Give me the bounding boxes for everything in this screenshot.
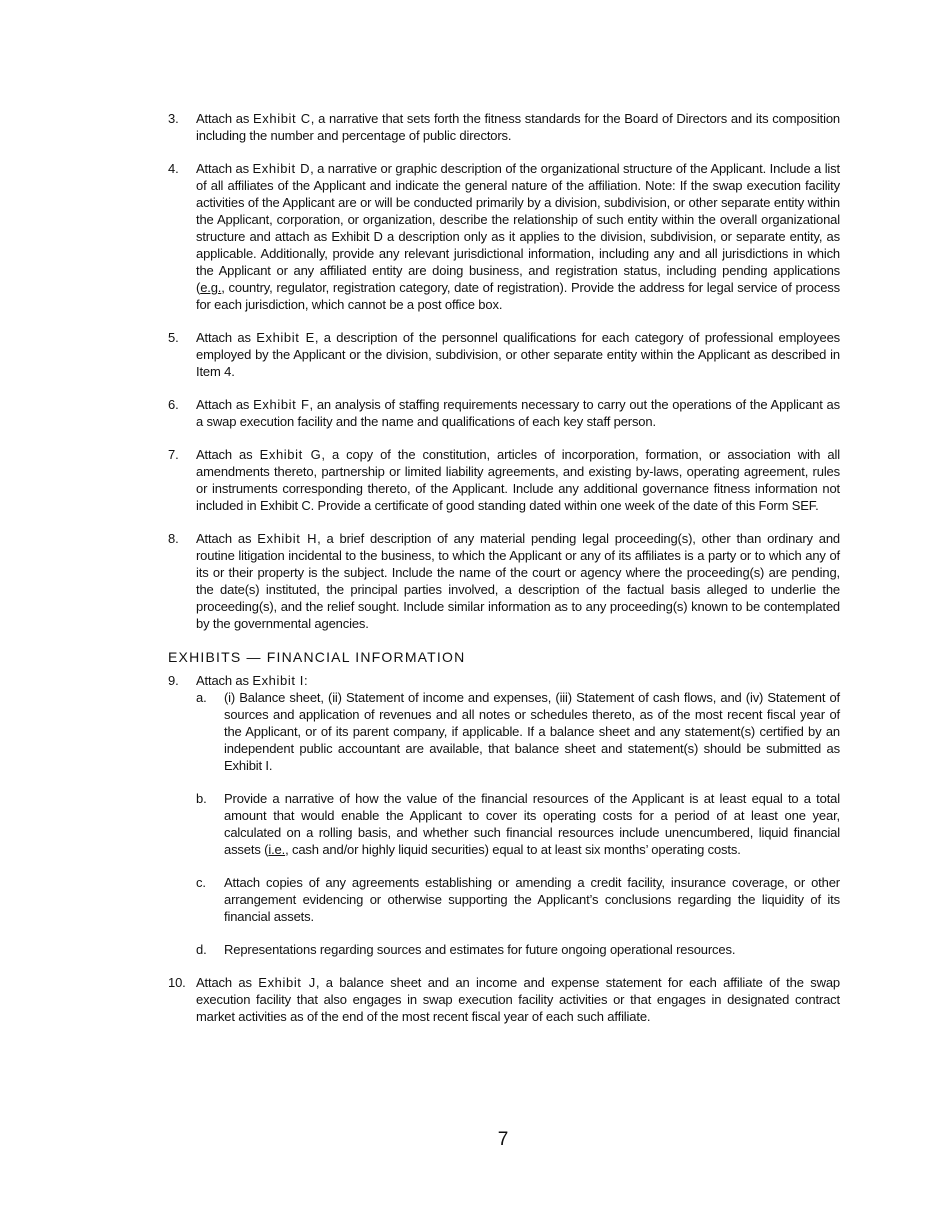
subitem-body-cont: , cash and/or highly liquid securities) equal to at least six months’ operating costs.	[285, 842, 741, 857]
item-text	[196, 530, 840, 632]
item-text	[196, 160, 840, 313]
item-6	[168, 396, 840, 430]
item-text	[196, 446, 840, 514]
subitem-text	[224, 790, 840, 858]
item-5	[168, 329, 840, 380]
exhibit-label: Exhibit F	[253, 397, 310, 412]
item-number: 3.	[168, 111, 179, 126]
item-text	[196, 396, 840, 430]
item-number: 8.	[168, 531, 179, 546]
item-9	[168, 672, 840, 689]
item-lead: Attach as	[196, 975, 259, 990]
item-text	[196, 672, 840, 689]
item-body: :	[303, 673, 308, 688]
item-body: , a narrative that sets forth the fitness standards for the Board of Directors and its composition including the number and percentage of public directors.	[196, 111, 841, 143]
subitem-label: c.	[196, 875, 206, 890]
exhibit-label: Exhibit E	[256, 330, 315, 345]
subitem-text: Representations regarding sources and estimates for future ongoing operational resources.	[224, 942, 736, 957]
item-body: , a description of the personnel qualifications for each category of professional employees employed by the Applicant or the division, subdivision, or other separate entity within the Applicant as described in Item 4.	[196, 330, 841, 379]
item-body: , a narrative or graphic description of the organizational structure of the Applicant. Include a list of all affiliates of the Applicant and indicate the general nature of the affiliation. Note: If the swap execution facility activities of the Applicant are or will be conducted primarily by a division, subdivision, or other separate entity within the Applicant, corporation, or organization, describe the relationship of such entity within the overall organizational structure and attach as Exhibit D a description only as it applies to the division, subdivision, or separate entity, as applicable. Additionally, provide any relevant jurisdictional information, including any and all jurisdictions in which the Applicant or any affiliated entity are doing business, and registration status, including pending applications (	[196, 161, 840, 295]
item-lead: Attach as	[196, 330, 257, 345]
item-lead: Attach as	[196, 673, 253, 688]
item-4	[168, 160, 840, 313]
item-text	[196, 329, 840, 380]
exhibit-label: Exhibit J	[258, 975, 316, 990]
item-body-cont: , country, regulator, registration category, date of registration). Provide the address for legal service of process for each jurisdiction, which cannot be a post office box.	[196, 280, 840, 312]
subitem-c	[196, 874, 840, 925]
item-body: , a brief description of any material pending legal proceeding(s), other than ordinary and routine litigation incidental to the business, to which the Applicant or any of its affiliates is a party or to which any of its or their property is the subject. Include the name of the court or agency where the proceeding(s) are pending, the date(s) instituted, the principal parties involved, a description of the factual basis alleged to underlie the proceeding(s), and the relief sought. Include similar information as to any proceeding(s) known to be contemplated by the governmental agencies.	[196, 531, 841, 631]
section-heading: EXHIBITS — FINANCIAL INFORMATION	[168, 649, 466, 665]
item-8	[168, 530, 840, 632]
subitem-label: a.	[196, 690, 207, 705]
item-number: 10.	[168, 975, 186, 990]
subitem-d	[196, 941, 840, 958]
item-text	[196, 110, 840, 144]
eg-abbrev: e.g.	[200, 280, 222, 295]
item-lead: Attach as	[196, 447, 260, 462]
item-10	[168, 974, 840, 1025]
item-number: 6.	[168, 397, 179, 412]
item-number: 7.	[168, 447, 179, 462]
item-number: 4.	[168, 161, 179, 176]
document-page	[168, 110, 840, 1041]
item-9-subitems	[196, 689, 840, 958]
item-7	[168, 446, 840, 514]
subitem-b	[196, 790, 840, 858]
subitem-body: Provide a narrative of how the value of the financial resources of the Applicant is at least equal to a total amount that would enable the Applicant to cover its operating costs for a period of at least one year, calculated on a rolling basis, and whether such financial resources include unencumbered, liquid financial assets (	[224, 791, 840, 857]
exhibit-label: Exhibit I	[252, 673, 304, 688]
item-lead: Attach as	[196, 397, 254, 412]
subitem-label: d.	[196, 942, 207, 957]
subitem-text: (i) Balance sheet, (ii) Statement of income and expenses, (iii) Statement of cash flows, and (iv) Statement of sources and application of revenues and all notes or schedules thereto, as of the most recent fiscal year of the Applicant, or of its parent company, if applicable. If a balance sheet and any statement(s) certified by an independent public accountant are available, that balance sheet and statement(s) should be submitted as Exhibit I.	[224, 690, 840, 773]
exhibit-label: Exhibit D	[252, 161, 311, 176]
item-number: 5.	[168, 330, 179, 345]
ie-abbrev: i.e.	[268, 842, 286, 857]
exhibit-label: Exhibit G	[259, 447, 322, 462]
item-lead: Attach as	[196, 161, 253, 176]
page-number: 7	[497, 1129, 509, 1150]
subitem-text: Attach copies of any agreements establishing or amending a credit facility, insurance coverage, or other arrangement evidencing or otherwise supporting the Applicant’s conclusions regarding the liquidity of its financial assets.	[224, 875, 840, 924]
item-number: 9.	[168, 673, 179, 688]
exhibit-label: Exhibit H	[257, 531, 318, 546]
subitem-label: b.	[196, 791, 207, 806]
item-text	[196, 974, 840, 1025]
item-lead: Attach as	[196, 531, 258, 546]
item-body: , a copy of the constitution, articles of incorporation, formation, or association with all amendments thereto, partnership or limited liability agreements, and existing by-laws, operating agreement, rules or instruments corresponding thereto, of the Applicant. Include any additional governance fitness information not included in Exhibit C. Provide a certificate of good standing dated within one week of the date of this Form SEF.	[196, 447, 840, 513]
exhibit-label: Exhibit C	[253, 111, 311, 126]
item-body: , an analysis of staffing requirements necessary to carry out the operations of the Applicant as a swap execution facility and the name and qualifications of each key staff person.	[196, 397, 840, 429]
item-body: , a balance sheet and an income and expense statement for each affiliate of the swap execution facility that also engages in swap execution facility activities or that engages in designated contract market activities as of the end of the most recent fiscal year of each such affiliate.	[196, 975, 841, 1024]
item-lead: Attach as	[196, 111, 254, 126]
item-3	[168, 110, 840, 144]
subitem-a	[196, 689, 840, 774]
